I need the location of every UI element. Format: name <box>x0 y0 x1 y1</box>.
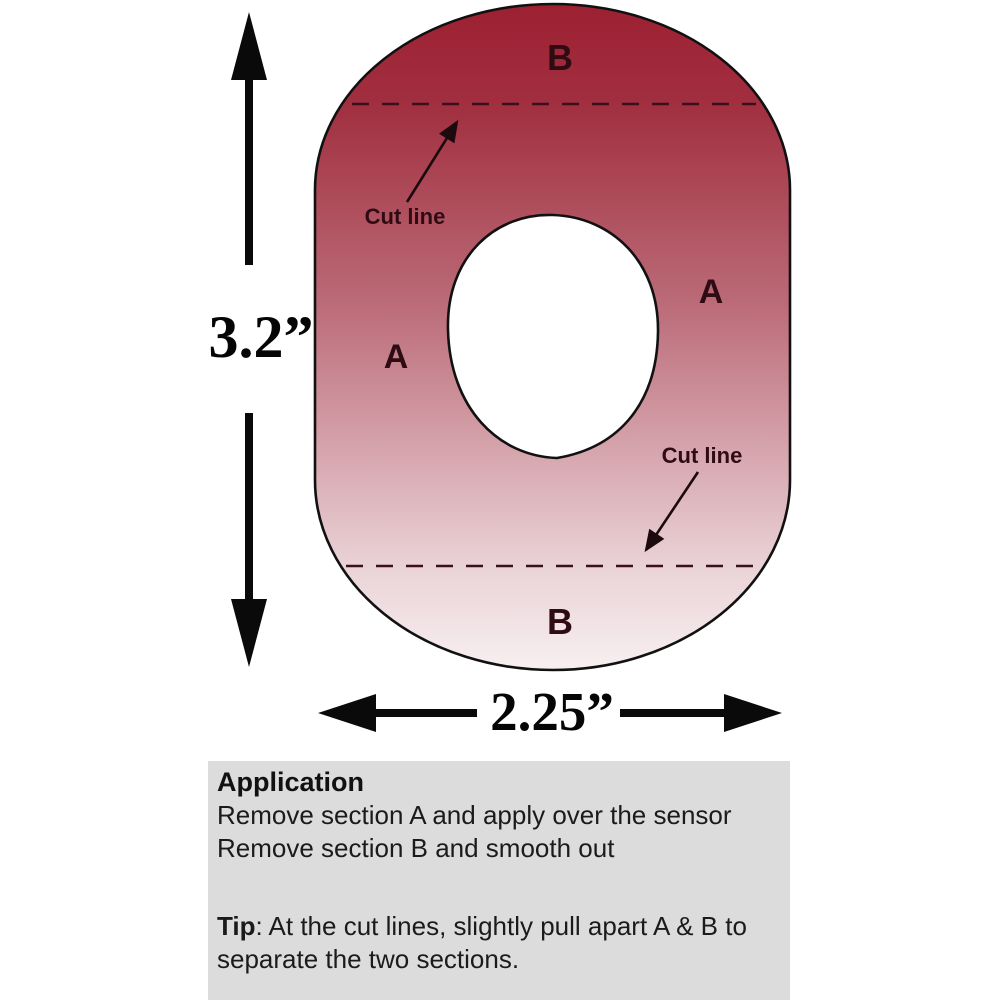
instructions-spacer <box>217 864 776 910</box>
cut-line-caption-bottom: Cut line <box>661 443 743 468</box>
tip-text-line-2: separate the two sections. <box>217 943 520 974</box>
instruction-line-1: Remove section A and apply over the sensor <box>217 800 732 830</box>
instructions-panel <box>208 761 790 1000</box>
instruction-line-2: Remove section B and smooth out <box>217 832 615 863</box>
section-label-b-bottom: B <box>547 601 573 642</box>
tip-label: Tip <box>217 911 256 941</box>
height-dimension-label: 3.2” <box>208 304 314 370</box>
cut-line-caption-top: Cut line <box>364 204 446 229</box>
tip-text-line-1: : At the cut lines, slightly pull apart A & B to <box>255 911 747 941</box>
section-label-b-top: B <box>547 37 573 78</box>
instructions-heading: Application <box>217 767 364 797</box>
section-label-a-left: A <box>383 338 409 376</box>
instruction-tip <box>217 910 776 975</box>
width-dimension-label: 2.25” <box>490 681 614 742</box>
sensor-hole <box>448 215 658 458</box>
section-label-a-right: A <box>698 273 724 311</box>
